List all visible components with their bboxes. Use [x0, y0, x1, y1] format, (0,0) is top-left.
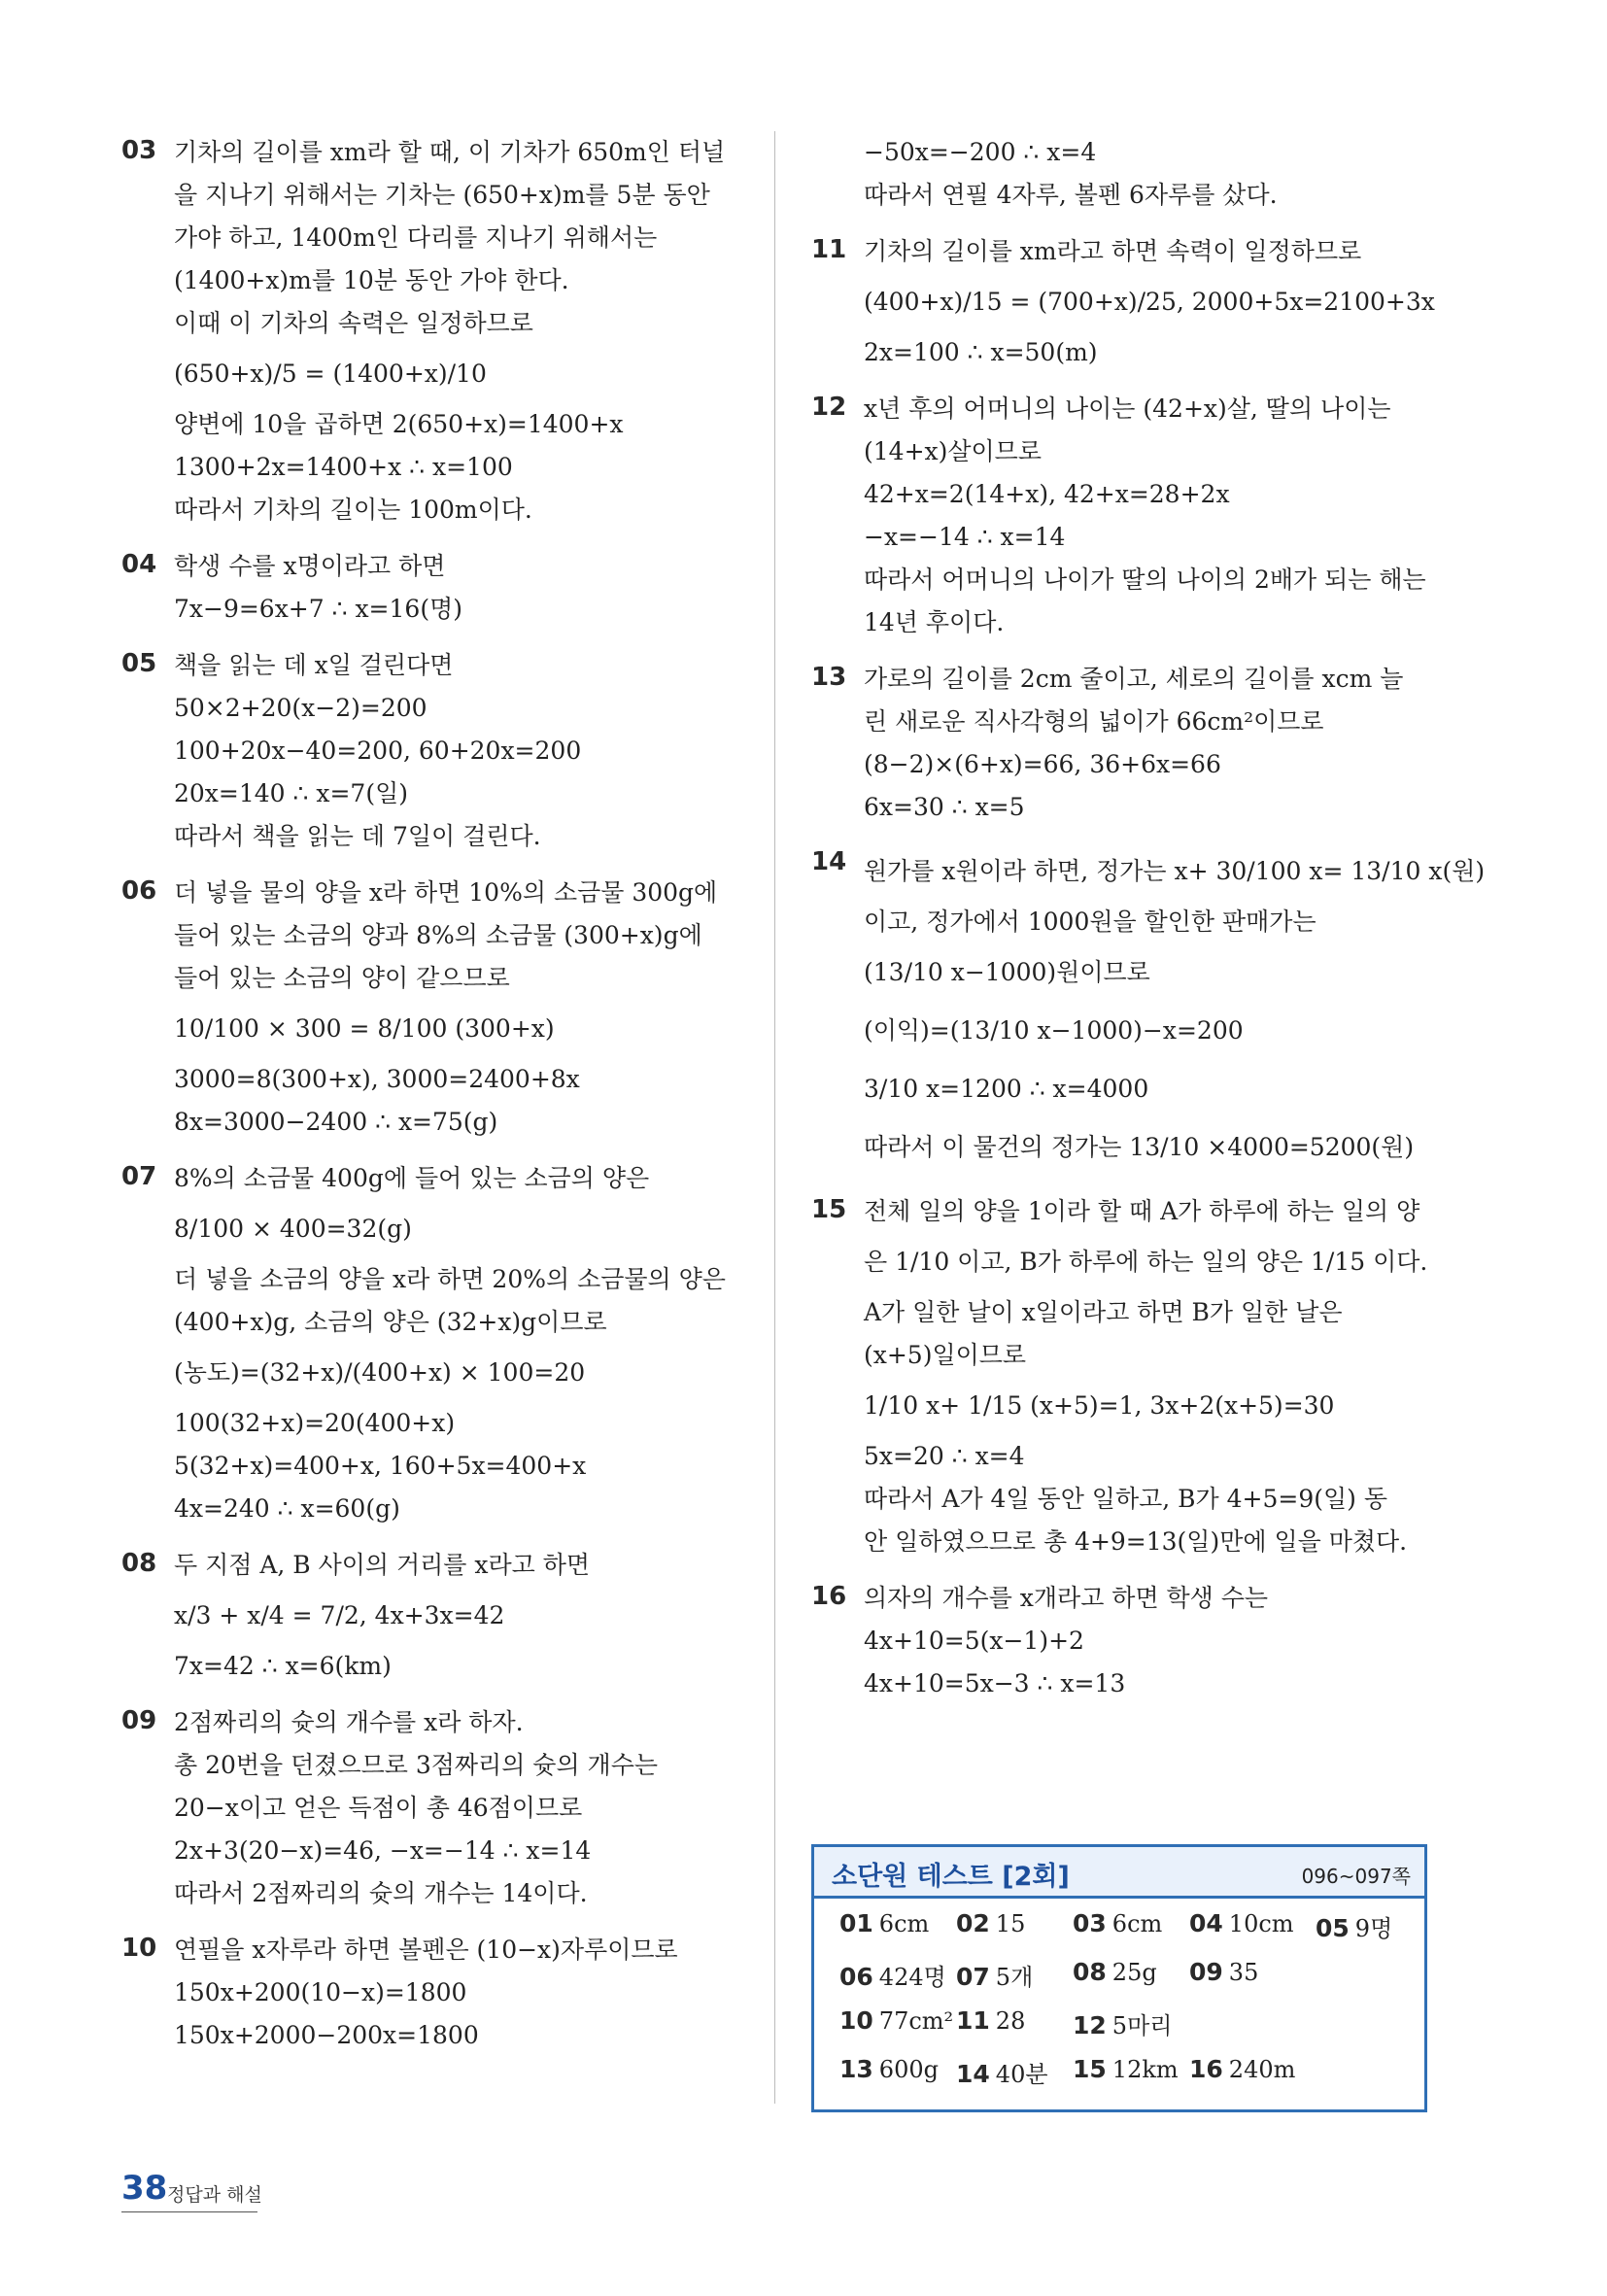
solution-line: 을 지나기 위해서는 기차는 (650+x)m를 5분 동안: [174, 181, 710, 209]
solution-line: 2x=100 ∴ x=50(m): [864, 338, 1098, 366]
answer-08: [1073, 1958, 1157, 1986]
solution-line: 8x=3000−2400 ∴ x=75(g): [174, 1108, 498, 1136]
solution-line: 5(32+x)=400+x, 160+5x=400+x: [174, 1452, 587, 1480]
test-box-header: [814, 1847, 1424, 1899]
solution-line: (이익)=(13/10 x−1000)−x=200: [864, 1016, 1244, 1045]
answer-number: 03: [1073, 1909, 1107, 1937]
solution-line: (13/10 x−1000)원이므로: [864, 958, 1150, 986]
solution-line: x년 후의 어머니의 나이는 (42+x)살, 딸의 나이는: [864, 394, 1391, 423]
problem-14: [811, 842, 1486, 1177]
solution-line: 총 20번을 던졌으므로 3점짜리의 슛의 개수는: [174, 1751, 659, 1779]
solution-line: x/3 + x/4 = 7/2, 4x+3x=42: [174, 1601, 505, 1629]
solution-line: (400+x)/15 = (700+x)/25, 2000+5x=2100+3x: [864, 288, 1435, 316]
solution-line: 가야 하고, 1400m인 다리를 지나기 위해서는: [174, 223, 658, 252]
answer-value: 12km: [1111, 2056, 1179, 2083]
solution-line: 두 지점 A, B 사이의 거리를 x라고 하면: [174, 1551, 591, 1579]
answer-number: 01: [839, 1909, 873, 1937]
answer-value: 15: [995, 1910, 1026, 1937]
solution-line: 1300+2x=1400+x ∴ x=100: [174, 453, 513, 481]
problem-number: 13: [811, 663, 847, 692]
solution-line: 10/100 × 300 = 8/100 (300+x): [174, 1014, 555, 1043]
answer-number: 15: [1073, 2055, 1107, 2083]
unit-test-answer-box: [811, 1844, 1427, 2112]
answer-14: [956, 2055, 1048, 2089]
problem-number: 07: [121, 1162, 157, 1191]
answer-number: 06: [839, 1963, 873, 1991]
problem-number: 06: [121, 876, 157, 906]
solution-line: 7x=42 ∴ x=6(km): [174, 1652, 392, 1680]
problem-number: 11: [811, 235, 847, 264]
problem-04: [121, 545, 743, 631]
problem-07: [121, 1157, 743, 1530]
solution-line: 연필을 x자루라 하면 볼펜은 (10−x)자루이므로: [174, 1936, 678, 1964]
solution-line: 3000=8(300+x), 3000=2400+8x: [174, 1065, 580, 1093]
solution-line: 안 일하였으므로 총 4+9=13(일)만에 일을 마쳤다.: [864, 1527, 1408, 1556]
problem-05: [121, 644, 743, 858]
solution-line: 따라서 기차의 길이는 100m이다.: [174, 496, 532, 524]
solution-line: 이고, 정가에서 1000원을 할인한 판매가는: [864, 908, 1316, 936]
answer-number: 04: [1189, 1909, 1223, 1937]
answer-01: [839, 1909, 929, 1937]
solution-line: 4x+10=5x−3 ∴ x=13: [864, 1669, 1126, 1697]
answer-07: [956, 1958, 1033, 1992]
answer-value: 6cm: [878, 1910, 930, 1937]
problem-number: 09: [121, 1706, 157, 1735]
problem-number: 15: [811, 1195, 847, 1224]
solution-line: 기차의 길이를 xm라고 하면 속력이 일정하므로: [864, 237, 1362, 265]
solution-line: 5x=20 ∴ x=4: [864, 1442, 1025, 1470]
answer-number: 14: [956, 2060, 990, 2088]
solution-line: 따라서 2점짜리의 슛의 개수는 14이다.: [174, 1879, 588, 1907]
solution-line: 100+20x−40=200, 60+20x=200: [174, 737, 582, 765]
answer-value: 9명: [1354, 1915, 1393, 1942]
problem-number: 12: [811, 393, 847, 422]
solution-line: 2x+3(20−x)=46, −x=−14 ∴ x=14: [174, 1836, 592, 1865]
solution-line: 8/100 × 400=32(g): [174, 1215, 412, 1243]
solution-line: 의자의 개수를 x개라고 하면 학생 수는: [864, 1584, 1269, 1612]
left-column: [121, 131, 743, 2071]
problem-13: [811, 658, 1428, 829]
answer-value: 28: [995, 2007, 1026, 2035]
answer-11: [956, 2006, 1025, 2035]
right-column: [811, 131, 1486, 1719]
answer-value: 25g: [1111, 1959, 1157, 1986]
solution-line: 4x+10=5(x−1)+2: [864, 1627, 1084, 1655]
page-number: 38: [121, 2169, 168, 2208]
solution-line: (400+x)g, 소금의 양은 (32+x)g이므로: [174, 1308, 607, 1336]
solution-line: 14년 후이다.: [864, 608, 1005, 636]
solution-line: −50x=−200 ∴ x=4: [864, 138, 1097, 166]
solution-line: 따라서 연필 4자루, 볼펜 6자루를 샀다.: [864, 181, 1278, 209]
solution-line: (14+x)살이므로: [864, 437, 1042, 465]
test-box-pages: 096~097쪽: [1301, 1865, 1411, 1888]
solution-line: 양변에 10을 곱하면 2(650+x)=1400+x: [174, 410, 624, 438]
solution-line: (농도)=(32+x)/(400+x) × 100=20: [174, 1358, 586, 1387]
answer-15: [1073, 2055, 1179, 2083]
solution-line: 은 1/10 이고, B가 하루에 하는 일의 양은 1/15 이다.: [864, 1248, 1428, 1276]
problem-number: 16: [811, 1582, 847, 1611]
solution-line: 린 새로운 직사각형의 넓이가 66cm²이므로: [864, 707, 1324, 736]
solution-line: 더 넣을 소금의 양을 x라 하면 20%의 소금물의 양은: [174, 1265, 726, 1293]
solution-line: 이때 이 기차의 속력은 일정하므로: [174, 309, 533, 337]
solution-line: 들어 있는 소금의 양이 같으므로: [174, 964, 510, 992]
answer-02: [956, 1909, 1025, 1937]
solution-line: 150x+200(10−x)=1800: [174, 1978, 467, 2006]
problem-16: [811, 1577, 1428, 1705]
solution-line: 150x+2000−200x=1800: [174, 2021, 479, 2049]
solution-line: 따라서 책을 읽는 데 7일이 걸린다.: [174, 822, 541, 850]
problem-09: [121, 1701, 743, 1915]
answer-12: [1073, 2006, 1172, 2040]
solution-line: 원가를 x원이라 하면, 정가는 x+ 30/100 x= 13/10 x(원): [864, 857, 1486, 885]
answer-value: 77cm²: [878, 2007, 954, 2035]
answer-value: 240m: [1228, 2056, 1296, 2083]
answer-number: 11: [956, 2006, 990, 2035]
answer-13: [839, 2055, 939, 2083]
answer-03: [1073, 1909, 1162, 1937]
answer-number: 02: [956, 1909, 990, 1937]
answer-06: [839, 1958, 946, 1992]
solution-line: 전체 일의 양을 1이라 할 때 A가 하루에 하는 일의 양: [864, 1197, 1420, 1225]
solution-line: 7x−9=6x+7 ∴ x=16(명): [174, 595, 462, 623]
problem-number: 05: [121, 649, 157, 678]
solution-line: 들어 있는 소금의 양과 8%의 소금물 (300+x)g에: [174, 921, 702, 949]
solution-line: 8%의 소금물 400g에 들어 있는 소금의 양은: [174, 1164, 650, 1192]
problem-08: [121, 1544, 743, 1688]
answer-value: 600g: [878, 2056, 939, 2083]
answer-09: [1189, 1958, 1258, 1986]
problem-10: [121, 1929, 743, 2057]
answer-10: [839, 2006, 953, 2035]
solution-line: 기차의 길이를 xm라 할 때, 이 기차가 650m인 터널: [174, 138, 726, 166]
answer-value: 35: [1228, 1959, 1259, 1986]
problem-03: [121, 131, 743, 531]
solution-line: 1/10 x+ 1/15 (x+5)=1, 3x+2(x+5)=30: [864, 1391, 1335, 1420]
answer-16: [1189, 2055, 1295, 2083]
solution-line: 42+x=2(14+x), 42+x=28+2x: [864, 480, 1230, 508]
answer-number: 07: [956, 1963, 990, 1991]
test-box-title: 소단원 테스트 [2회]: [832, 1862, 1070, 1892]
solution-line: 4x=240 ∴ x=60(g): [174, 1494, 400, 1523]
solution-line: 책을 읽는 데 x일 걸린다면: [174, 651, 454, 679]
problem-11: [811, 230, 1435, 374]
problem-number: 08: [121, 1549, 157, 1578]
problem-12: [811, 388, 1428, 644]
answer-value: 10cm: [1228, 1910, 1294, 1937]
solution-line: 2점짜리의 슛의 개수를 x라 하자.: [174, 1708, 524, 1736]
solution-line: 더 넣을 물의 양을 x라 하면 10%의 소금물 300g에: [174, 878, 718, 907]
answer-number: 12: [1073, 2011, 1107, 2039]
problem-15: [811, 1190, 1428, 1563]
solution-line: 학생 수를 x명이라고 하면: [174, 552, 446, 580]
answer-number: 09: [1189, 1958, 1223, 1986]
answer-number: 05: [1316, 1914, 1350, 1942]
solution-line: (1400+x)m를 10분 동안 가야 한다.: [174, 266, 569, 294]
column-divider: [774, 131, 775, 2104]
solution-line: 따라서 어머니의 나이가 딸의 나이의 2배가 되는 해는: [864, 565, 1426, 594]
footer-underline: [121, 2211, 257, 2212]
solution-line: −x=−14 ∴ x=14: [864, 523, 1066, 551]
answer-value: 40분: [995, 2061, 1048, 2088]
answer-04: [1189, 1909, 1294, 1937]
problem-number: 10: [121, 1934, 157, 1963]
problem-06: [121, 872, 743, 1144]
answer-number: 08: [1073, 1958, 1107, 1986]
problem-number: 14: [811, 847, 847, 876]
solution-line: 가로의 길이를 2cm 줄이고, 세로의 길이를 xcm 늘: [864, 665, 1404, 693]
solution-line: 20x=140 ∴ x=7(일): [174, 779, 408, 807]
solution-line: 따라서 이 물건의 정가는 13/10 ×4000=5200(원): [864, 1133, 1415, 1161]
answer-value: 5마리: [1111, 2012, 1173, 2039]
answer-value: 6cm: [1111, 1910, 1163, 1937]
solution-line: (x+5)일이므로: [864, 1341, 1027, 1369]
problem-number: 03: [121, 136, 157, 165]
answer-number: 13: [839, 2055, 873, 2083]
solution-line: 100(32+x)=20(400+x): [174, 1409, 456, 1437]
solution-line: A가 일한 날이 x일이라고 하면 B가 일한 날은: [864, 1298, 1343, 1326]
solution-line: 6x=30 ∴ x=5: [864, 793, 1025, 821]
solution-line: (650+x)/5 = (1400+x)/10: [174, 360, 487, 388]
solution-line: 3/10 x=1200 ∴ x=4000: [864, 1075, 1149, 1103]
answer-value: 424명: [878, 1964, 946, 1991]
solution-line: 50×2+20(x−2)=200: [174, 694, 427, 722]
problem-cont: [811, 131, 1428, 217]
footer-label: 정답과 해설: [167, 2184, 262, 2206]
answer-number: 10: [839, 2006, 873, 2035]
answer-number: 16: [1189, 2055, 1223, 2083]
solution-line: 20−x이고 얻은 득점이 총 46점이므로: [174, 1794, 583, 1822]
solution-line: 따라서 A가 4일 동안 일하고, B가 4+5=9(일) 동: [864, 1485, 1387, 1513]
answer-05: [1316, 1909, 1392, 1943]
answer-value: 5개: [995, 1964, 1034, 1991]
problem-number: 04: [121, 550, 157, 579]
solution-line: (8−2)×(6+x)=66, 36+6x=66: [864, 750, 1221, 778]
